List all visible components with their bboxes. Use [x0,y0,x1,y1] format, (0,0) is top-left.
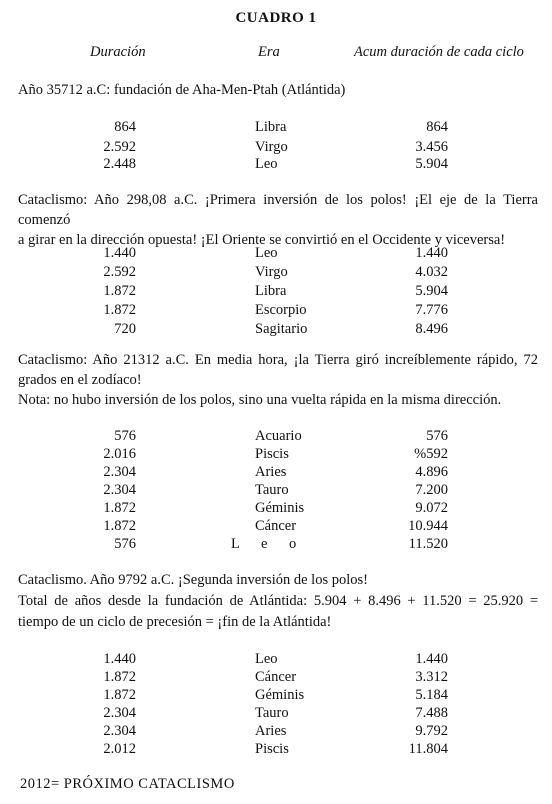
table-cell: 1.440 [415,245,448,261]
table-cell: Leo [255,245,278,261]
table-row [0,741,552,759]
table-cell: 864 [114,119,136,135]
table-row [0,536,552,554]
paragraph-line: tiempo de un ciclo de precesión = ¡fin de la Atlántida! [18,614,332,630]
table-row [0,156,552,174]
paragraph-cataclismo-2 [18,350,538,410]
table-cell: 11.520 [408,536,448,552]
paragraph-line: Cataclismo: Año 21312 a.C. En media hora, ¡la Tierra giró increíblemente rápido, 72 [18,352,538,368]
table-cell: 10.944 [408,518,448,534]
table-cell: 1.872 [103,302,136,318]
table-cell: 7.776 [415,302,448,318]
table-cell: 1.440 [103,245,136,261]
paragraph-line: Cataclismo: Año 298,08 a.C. ¡Primera inversión de los polos! ¡El eje de la Tierra comenzó [18,192,538,228]
table-cell: 576 [426,428,448,444]
table-cell: 4.032 [415,264,448,280]
table-cell: 2.012 [103,741,136,757]
table-cell: 1.872 [103,518,136,534]
table-row [0,283,552,301]
paragraph-line: grados en el zodíaco! [18,372,142,388]
table-cell: Libra [255,283,287,299]
table-cell: Libra [255,119,287,135]
header-era: Era [258,44,280,60]
table-cell: 2.304 [103,723,136,739]
table-cell: Tauro [255,482,289,498]
table-cell: 576 [114,536,136,552]
table-cell: Cáncer [255,669,297,685]
table-cell: L e o [231,536,306,552]
table-cell: 5.184 [415,687,448,703]
table-cell: 5.904 [415,283,448,299]
table-cell: Acuario [255,428,302,444]
table-row [0,428,552,446]
table-cell: Géminis [255,687,305,703]
table-cell: 11.804 [408,741,448,757]
table-row [0,518,552,536]
table-row [0,446,552,464]
table-row [0,119,552,137]
table-cell: Sagitario [255,321,308,337]
table-cell: 7.488 [415,705,448,721]
table-cell: Virgo [255,139,288,155]
table-cell: 5.904 [415,156,448,172]
table-cell: 3.312 [415,669,448,685]
table-cell: 9.792 [415,723,448,739]
table-cell: Piscis [255,741,289,757]
table-cell: Tauro [255,705,289,721]
paragraph-line: Total de años desde la fundación de Atlántida: 5.904 + 8.496 + 11.520 = 25.920 = [18,593,538,609]
paragraph-cataclismo-3 [18,570,538,633]
intro-line: Año 35712 a.C: fundación de Aha-Men-Ptah (Atlántida) [18,82,346,98]
table-cell: 576 [114,428,136,444]
table-cell: Géminis [255,500,305,516]
table-cell: Aries [255,464,287,480]
table-cell: 2.448 [103,156,136,172]
table-row [0,669,552,687]
table-cell: 1.440 [103,651,136,667]
table-cell: 2.304 [103,482,136,498]
table-cell: 2.592 [103,139,136,155]
table-cell: Cáncer [255,518,297,534]
table-cell: Piscis [255,446,289,462]
table-cell: 3.456 [415,139,448,155]
table-row [0,302,552,320]
table-cell: 1.872 [103,669,136,685]
table-row [0,245,552,263]
table-row [0,500,552,518]
header-duracion: Duración [90,44,146,60]
table-cell: 720 [114,321,136,337]
table-row [0,687,552,705]
paragraph-line: a girar en la dirección opuesta! ¡El Oriente se convirtió en el Occidente y viceversa! [18,232,506,248]
footer-note: 2012= PRÓXIMO CATACLISMO [20,776,235,792]
table-cell: 4.896 [415,464,448,480]
table-cell: 2.592 [103,264,136,280]
table-cell: Leo [255,156,278,172]
table-row [0,264,552,282]
table-cell: 2.304 [103,464,136,480]
table-row [0,723,552,741]
paragraph-line: Nota: no hubo inversión de los polos, sino una vuelta rápida en la misma dirección. [18,392,502,408]
table-row [0,464,552,482]
paragraph-line: Cataclismo. Año 9792 a.C. ¡Segunda inversión de los polos! [18,572,368,588]
table-cell: 2.016 [103,446,136,462]
table-cell: 1.872 [103,500,136,516]
table-cell: 1.872 [103,283,136,299]
table-cell: Virgo [255,264,288,280]
table-cell: 1.440 [415,651,448,667]
table-cell: Aries [255,723,287,739]
table-cell: 864 [426,119,448,135]
table-cell: 7.200 [415,482,448,498]
table-row [0,139,552,157]
table-cell: Leo [255,651,278,667]
table-cell: 8.496 [415,321,448,337]
table-row [0,482,552,500]
table-cell: 1.872 [103,687,136,703]
table-cell: 9.072 [415,500,448,516]
table-row [0,705,552,723]
table-cell: %592 [414,446,448,462]
table-row [0,321,552,339]
table-row [0,651,552,669]
header-acum: Acum duración de cada ciclo [354,44,524,60]
paragraph-cataclismo-1 [18,190,538,250]
page-title: CUADRO 1 [235,10,317,26]
table-cell: Escorpio [255,302,307,318]
table-cell: 2.304 [103,705,136,721]
